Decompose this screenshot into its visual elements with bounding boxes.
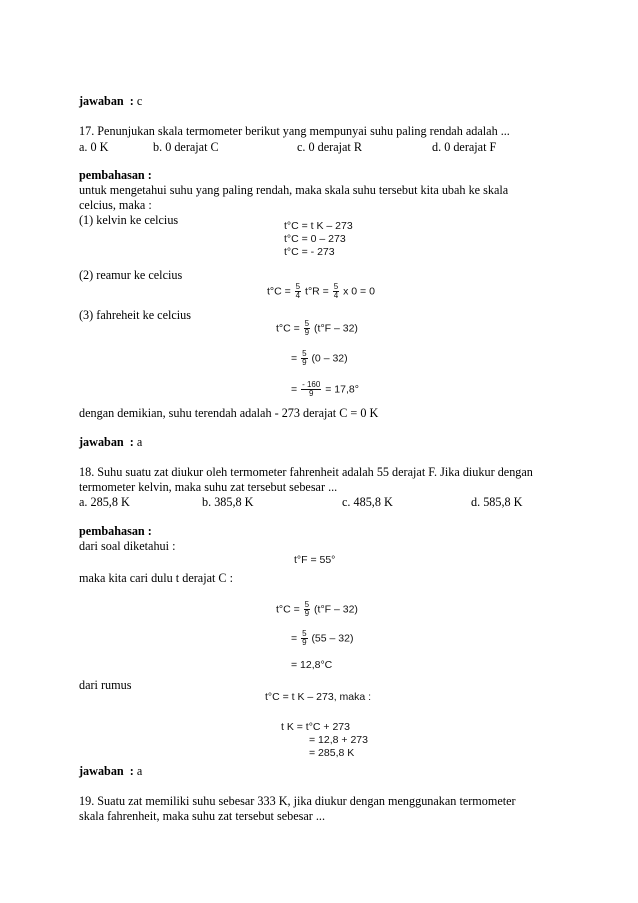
q18-calc-eq-line3: = 12,8°C xyxy=(291,659,333,671)
q17-step3-eq-line1: t°C = $\frac{5}{9}$ (t°F – 32) xyxy=(276,319,358,337)
q18-result-eq-line2: = 12,8 + 273 xyxy=(309,734,368,746)
q17-step2-eq: t°C = $\frac{5}{4}$ t°R = $\frac{5}{4}$ x 0 = 0 xyxy=(267,282,375,300)
q17-step1-eq-line1: t°C = t K – 273 xyxy=(284,220,353,232)
q18-option-b: b. 385,8 K xyxy=(202,495,254,509)
q19-question-line1: 19. Suatu zat memiliki suhu sebesar 333 K, jika diukur dengan menggunakan termometer xyxy=(79,794,516,808)
q17-option-c: c. 0 derajat R xyxy=(297,140,362,154)
q19-question-line2: skala fahrenheit, maka suhu zat tersebut sebesar ... xyxy=(79,809,326,823)
q17-step3-eq-line2: = $\frac{5}{9}$ (0 – 32) xyxy=(291,349,348,367)
q17-step3-label: (3) fahreheit ke celcius xyxy=(79,308,191,322)
q17-intro-line1: untuk mengetahui suhu yang paling rendah, maka skala suhu tersebut kita ubah ke skala xyxy=(79,183,509,197)
q17-step1-eq-line2: t°C = 0 – 273 xyxy=(284,233,346,245)
q18-calc-eq-line2: = $\frac{5}{9}$ (55 – 32) xyxy=(291,629,354,647)
q18-pembahasan-label: pembahasan : xyxy=(79,524,152,538)
q17-pembahasan-label: pembahasan : xyxy=(79,168,152,182)
q17-conclusion: dengan demikian, suhu terendah adalah - 273 derajat C = 0 K xyxy=(79,406,379,420)
q18-find-label: maka kita cari dulu t derajat C : xyxy=(79,571,233,585)
q17-option-a: a. 0 K xyxy=(79,140,109,154)
q17-step3-eq-line3: = $\frac{- 160}{9}$ = 17,8° xyxy=(291,380,359,398)
q17-answer-value: a xyxy=(136,435,143,449)
q18-result-eq-line1: t K = t°C + 273 xyxy=(281,721,350,733)
q16-answer-value: c xyxy=(136,94,143,108)
q17-answer-label: jawaban : a xyxy=(79,435,143,449)
q18-option-c: c. 485,8 K xyxy=(342,495,393,509)
q17-option-d: d. 0 derajat F xyxy=(432,140,497,154)
q18-question-line2: termometer kelvin, maka suhu zat tersebut sebesar ... xyxy=(79,480,338,494)
q17-step1-label: (1) kelvin ke celcius xyxy=(79,213,179,227)
q18-known-eq: t°F = 55° xyxy=(294,554,336,566)
q18-option-d: d. 585,8 K xyxy=(471,495,523,509)
q18-result-eq-line3: = 285,8 K xyxy=(309,747,355,759)
q18-known-label: dari soal diketahui : xyxy=(79,539,176,553)
q17-question: 17. Penunjukan skala termometer berikut yang mempunyai suhu paling rendah adalah ... xyxy=(79,124,510,138)
q17-step1-eq-line3: t°C = - 273 xyxy=(284,246,335,258)
q18-formula-label: dari rumus xyxy=(79,678,132,692)
q16-answer-label: jawaban : c xyxy=(79,94,143,108)
q18-option-a: a. 285,8 K xyxy=(79,495,130,509)
q18-formula-eq: t°C = t K – 273, maka : xyxy=(265,691,372,703)
q18-answer-value: a xyxy=(136,764,143,778)
q17-intro-line2: celcius, maka : xyxy=(79,198,152,212)
q18-calc-eq-line1: t°C = $\frac{5}{9}$ (t°F – 32) xyxy=(276,600,358,618)
q17-step2-label: (2) reamur ke celcius xyxy=(79,268,183,282)
q18-answer-label: jawaban : a xyxy=(79,764,143,778)
q17-option-b: b. 0 derajat C xyxy=(153,140,219,154)
q18-question-line1: 18. Suhu suatu zat diukur oleh termometer fahrenheit adalah 55 derajat F. Jika diukur dengan xyxy=(79,465,533,479)
